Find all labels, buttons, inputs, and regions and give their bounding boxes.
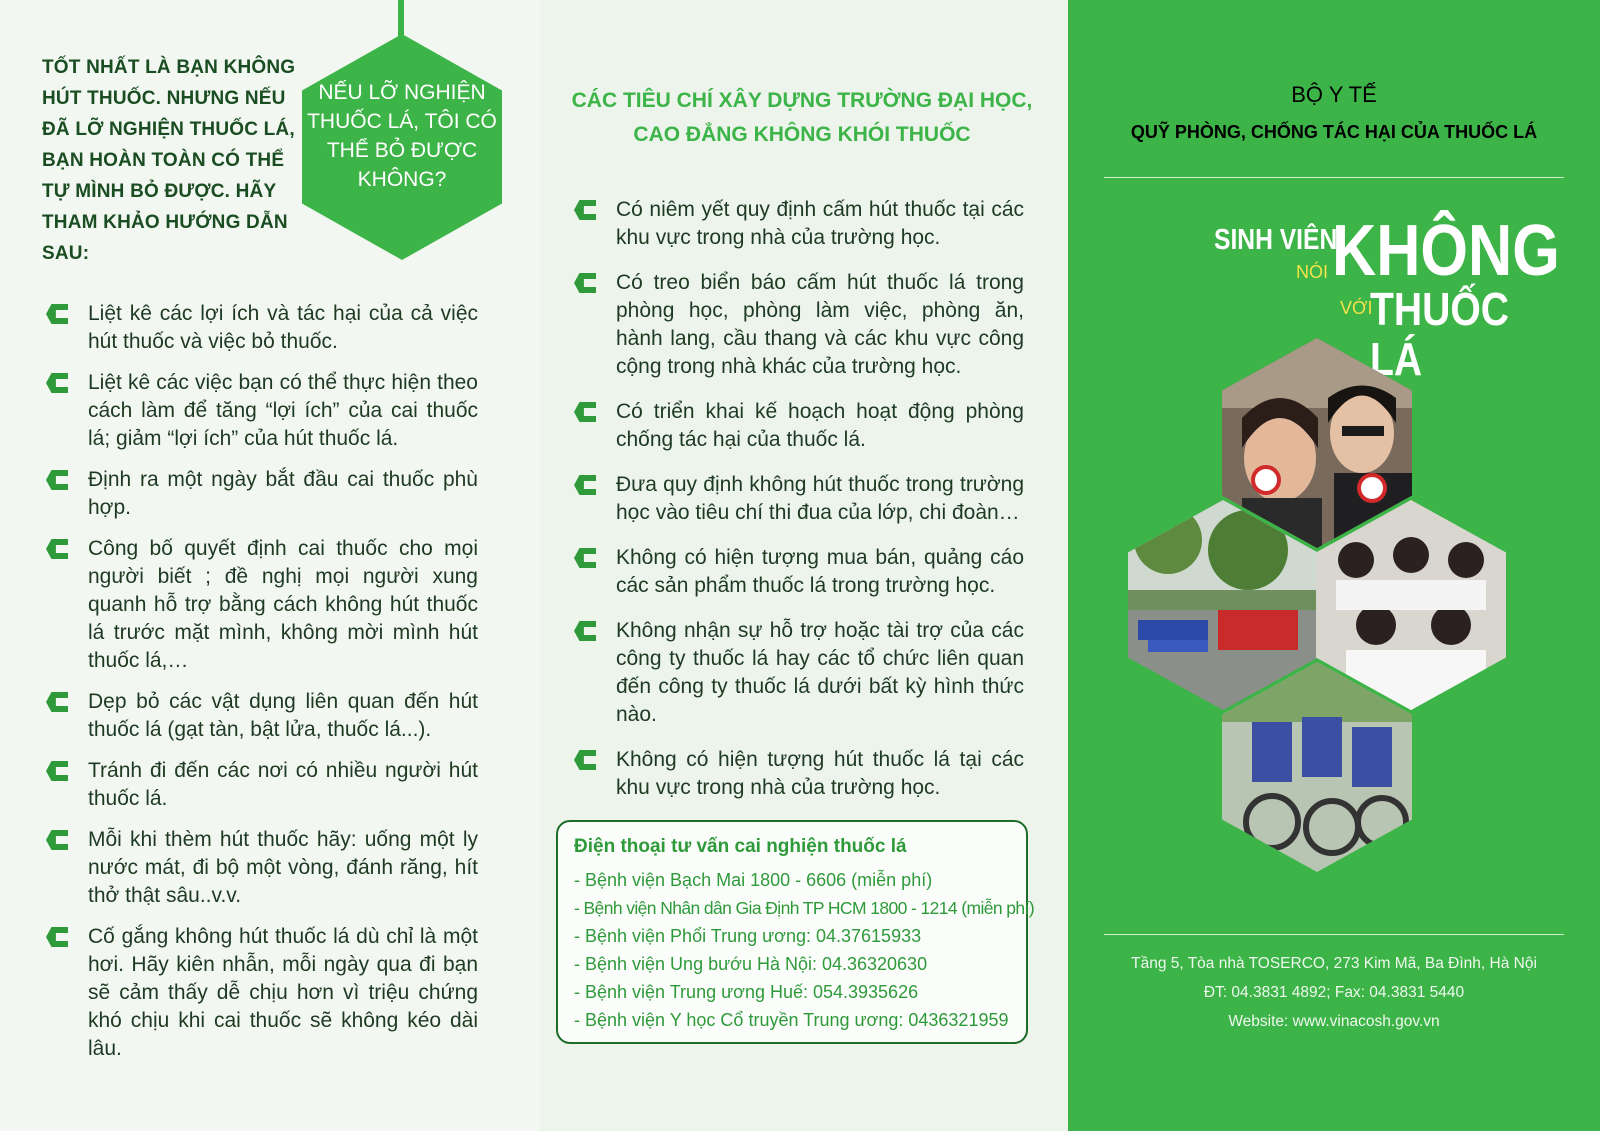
criterion-text: Có niêm yết quy định cấm hút thuốc tại các khu vực trong nhà của trường học. [616, 198, 1024, 249]
arrow-bullet-icon [46, 692, 68, 712]
hotline-item: - Bệnh viện Trung ương Huế: 054.3935626 [574, 982, 919, 1002]
criteria-title: CÁC TIÊU CHÍ XÂY DỰNG TRƯỜNG ĐẠI HỌC, CAO ĐẲNG KHÔNG KHÓI THUỐC [571, 89, 1033, 146]
list-item [572, 196, 1024, 252]
hotline-item: - Bệnh viện Phổi Trung ương: 04.37615933 [574, 926, 922, 946]
hotline-item: - Bệnh viện Bạch Mai 1800 - 6606 (miễn phí) [574, 870, 933, 890]
fund-name: QUỸ PHÒNG, CHỐNG TÁC HẠI CỦA THUỐC LÁ [1130, 122, 1538, 142]
arrow-bullet-icon [574, 273, 596, 293]
list-item [44, 923, 478, 1063]
arrow-bullet-icon [46, 373, 68, 393]
list-item [44, 369, 478, 453]
list-item [572, 746, 1024, 802]
arrow-bullet-icon [574, 750, 596, 770]
arrow-bullet-icon [574, 402, 596, 422]
criterion-text: Có triển khai kế hoạch hoạt động phòng chống tác hại của thuốc lá. [616, 400, 1024, 451]
arrow-bullet-icon [574, 621, 596, 641]
list-item [572, 544, 1024, 600]
list-item [44, 466, 478, 522]
slogan [1180, 211, 1560, 385]
hotline-item: - Bệnh viện Ung bướu Hà Nội: 04.36320630 [574, 954, 928, 974]
arrow-bullet-icon [46, 470, 68, 490]
step-text: Dẹp bỏ các vật dụng liên quan đến hút thuốc lá (gạt tàn, bật lửa, thuốc lá...). [88, 690, 478, 741]
phone-fax-text: ĐT: 04.3831 4892; Fax: 04.3831 5440 [1203, 984, 1465, 1001]
hotline-item: - Bệnh viện Y học Cổ truyền Trung ương: 0436321959 [574, 1010, 1009, 1030]
hotline-title: Điện thoại tư vấn cai nghiện thuốc lá [574, 836, 907, 857]
criterion-text: Không có hiện tượng hút thuốc lá tại các khu vực trong nhà của trường học. [616, 748, 1024, 799]
arrow-bullet-icon [46, 761, 68, 781]
list-item [44, 688, 478, 744]
list-item [44, 757, 478, 813]
list-item [572, 269, 1024, 381]
criterion-text: Không có hiện tượng mua bán, quảng cáo các sản phẩm thuốc lá trong trường học. [616, 546, 1024, 597]
list-item [44, 826, 478, 910]
slogan-voi: VỚI [1340, 298, 1373, 318]
slogan-khong: KHÔNG [1332, 211, 1560, 291]
step-text: Liệt kê các lợi ích và tác hại của cả việc hút thuốc và việc bỏ thuốc. [88, 302, 478, 353]
ministry-name: BỘ Y TẾ [1291, 82, 1377, 107]
quit-steps-list [44, 300, 478, 1076]
question-hexagon-text: NẾU LỠ NGHIỆN THUỐC LÁ, TÔI CÓ THỂ BỎ ĐƯỢC KHÔNG? [307, 81, 497, 191]
criterion-text: Có treo biển báo cấm hút thuốc lá trong phòng học, phòng làm việc, phòng ăn, hành lang, cầu thang và các khu vực công cộng trong nhà khác của trường học. [616, 271, 1024, 378]
slogan-sinh-vien: SINH VIÊN [1214, 224, 1338, 256]
slogan-noi: NÓI [1296, 262, 1329, 282]
step-text: Liệt kê các việc bạn có thể thực hiện theo cách làm để tăng “lợi ích” của cai thuốc lá; giảm “lợi ích” của hút thuốc lá. [88, 371, 478, 450]
intro-text: TỐT NHẤT LÀ BẠN KHÔNG HÚT THUỐC. NHƯNG NẾU ĐÃ LỠ NGHIỆN THUỐC LÁ, BẠN HOÀN TOÀN CÓ THỂ TỰ MÌNH BỎ ĐƯỢC. HÃY THAM KHẢO HƯỚNG DẪN SAU: [42, 57, 296, 264]
hotline-box [556, 820, 1035, 1044]
arrow-bullet-icon [46, 927, 68, 947]
arrow-bullet-icon [46, 830, 68, 850]
list-item [572, 617, 1024, 729]
top-divider [1104, 177, 1564, 178]
slogan-thuoc-la: THUỐC LÁ [1370, 283, 1510, 385]
step-text: Tránh đi đến các nơi có nhiều người hút thuốc lá. [88, 759, 478, 810]
arrow-bullet-icon [574, 548, 596, 568]
criterion-text: Đưa quy định không hút thuốc trong trường học vào tiêu chí thi đua của lớp, chi đoàn… [616, 473, 1024, 524]
step-text: Định ra một ngày bắt đầu cai thuốc phù hợp. [88, 468, 478, 519]
step-text: Cố gắng không hút thuốc lá dù chỉ là một hơi. Hãy kiên nhẫn, mỗi ngày qua đi bạn sẽ cảm thấy dễ chịu hơn vì triệu chứng khó chịu khi cai thuốc sẽ không kéo dài lâu. [88, 925, 478, 1060]
arrow-bullet-icon [574, 475, 596, 495]
list-item [572, 398, 1024, 454]
arrow-bullet-icon [46, 539, 68, 559]
arrow-bullet-icon [574, 200, 596, 220]
hotline-item: - Bệnh viện Nhân dân Gia Định TP HCM 1800 - 1214 (miễn phí) [574, 898, 1035, 918]
step-text: Mỗi khi thèm hút thuốc hãy: uống một ly nước mát, đi bộ một vòng, đánh răng, hít thở thật sâu..v.v. [88, 828, 478, 907]
address-text: Tầng 5, Tòa nhà TOSERCO, 273 Kim Mã, Ba Đình, Hà Nội [1131, 955, 1537, 972]
criterion-text: Không nhận sự hỗ trợ hoặc tài trợ của các công ty thuốc lá hay các tổ chức liên quan đến công ty thuốc lá dưới bất kỳ hình thức nào. [616, 619, 1024, 726]
hex-stem [398, 0, 404, 38]
list-item [44, 535, 478, 675]
step-text: Công bố quyết định cai thuốc cho mọi người biết ; đề nghị mọi người xung quanh hỗ trợ bằng cách không hút thuốc lá trước mặt mình, không mời mình hút thuốc lá,… [88, 537, 478, 672]
bottom-divider [1104, 934, 1564, 935]
website-text: Website: www.vinacosh.gov.vn [1228, 1013, 1440, 1030]
arrow-bullet-icon [46, 304, 68, 324]
criteria-list [572, 196, 1024, 819]
list-item [44, 300, 478, 356]
list-item [572, 471, 1024, 527]
